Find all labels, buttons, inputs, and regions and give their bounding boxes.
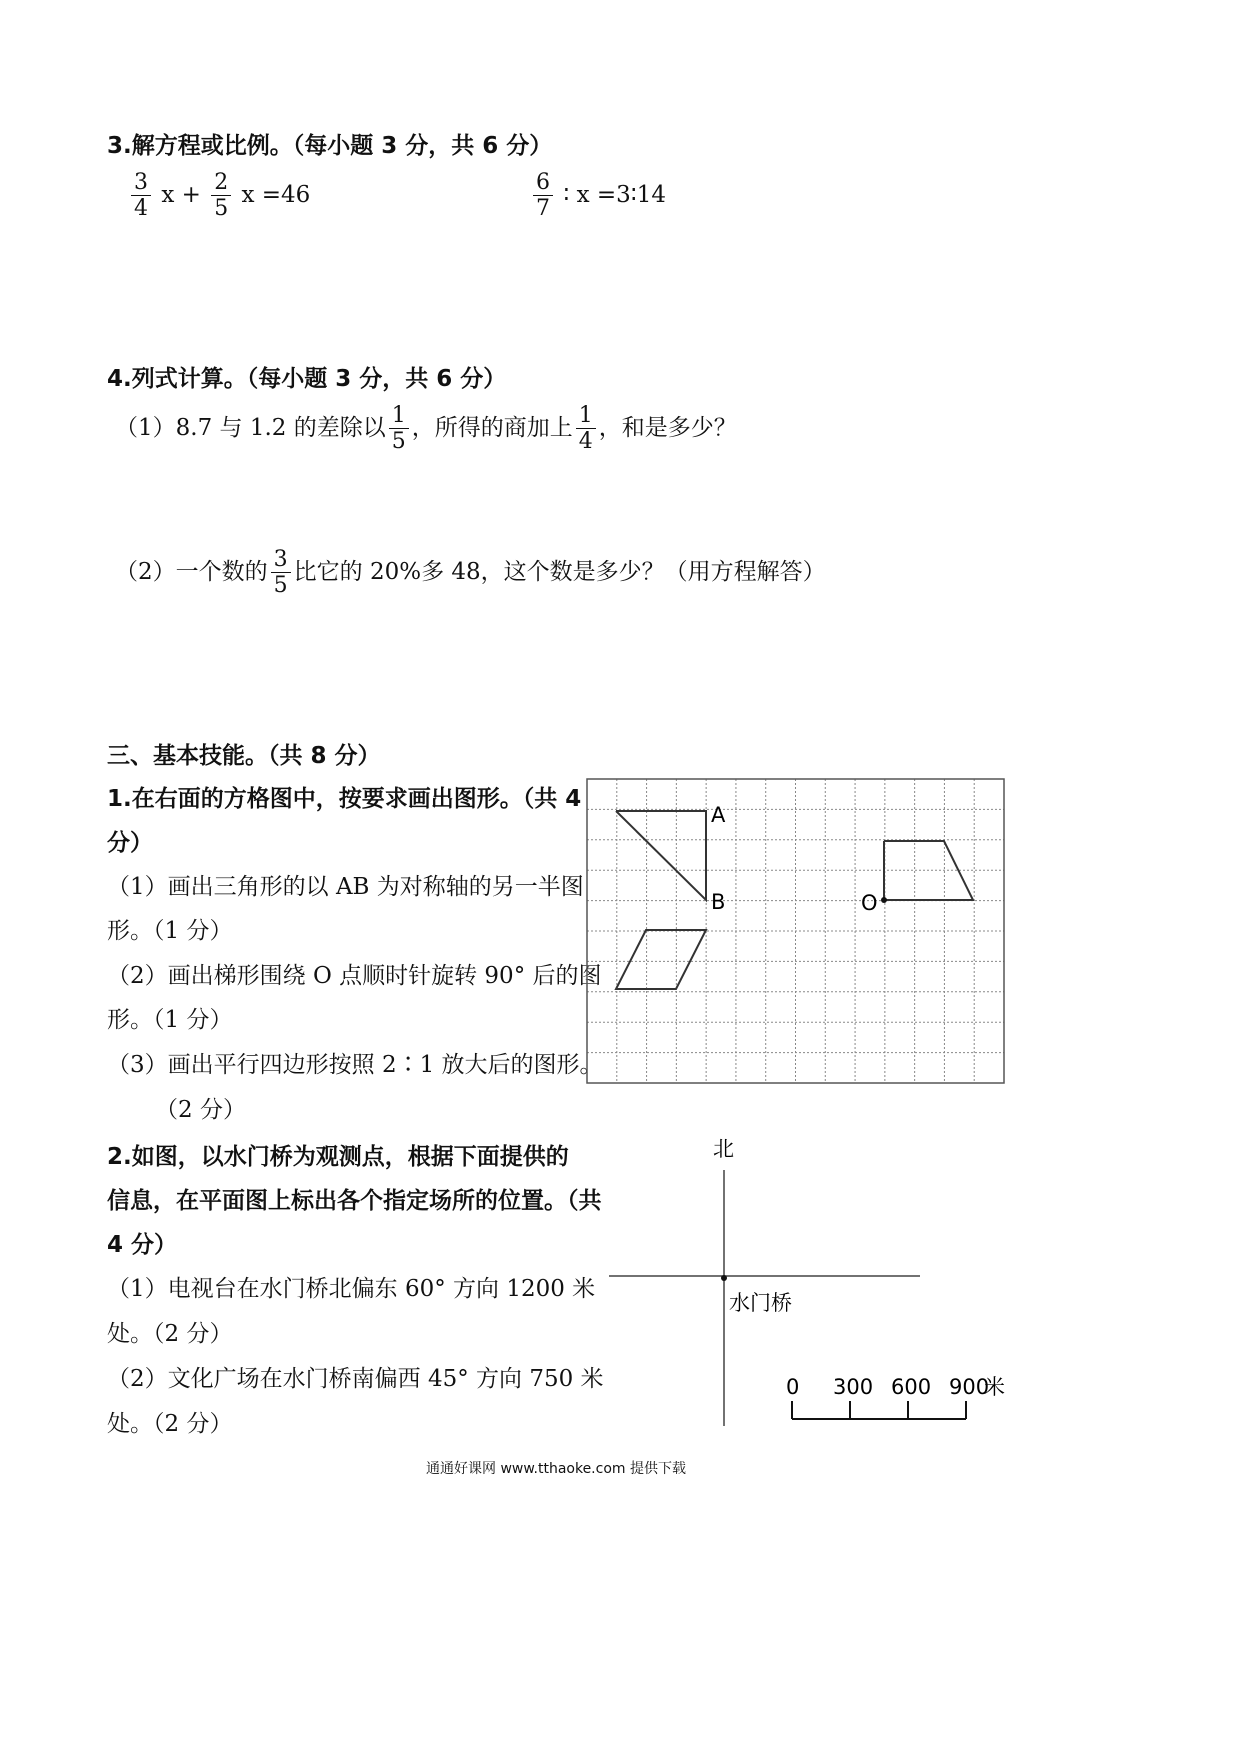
item1-sub2b: 形。（1 分）: [107, 1007, 233, 1033]
q3-equation-1: $\frac{3}{4}$ x + $\frac{2}{5}$ x =46: [128, 170, 310, 222]
item1-sub3b: （2 分）: [155, 1097, 246, 1123]
item2-line2: 信息，在平面图上标出各个指定场所的位置。（共: [107, 1188, 602, 1214]
q3-equation-2: $\frac{6}{7}$ ∶ x =3∶14: [530, 170, 666, 222]
origin-label: 水门桥: [729, 1291, 792, 1315]
label-b: B: [711, 890, 726, 914]
parallelogram: [616, 930, 706, 989]
item2-sub1b: 处。（2 分）: [107, 1321, 233, 1347]
item1-sub2a: （2）画出梯形围绕 O 点顺时针旋转 90° 后的图: [107, 963, 602, 989]
footer: 通通好课网 www.tthaoke.com 提供下载: [426, 1461, 686, 1477]
q4-problem-1: （1）8.7 与 1.2 的差除以 $\frac{1}{5}$ ，所得的商加上 $\frac{1}{4}$ ，和是多少？: [115, 403, 737, 455]
item2-sub2a: （2）文化广场在水门桥南偏西 45° 方向 750 米: [107, 1366, 604, 1392]
scale-0: 0: [786, 1375, 800, 1399]
fraction: $\frac{6}{7}$: [533, 170, 553, 222]
fraction: $\frac{1}{4}$: [576, 403, 596, 455]
grid-figure: [586, 778, 1006, 1086]
origin-point: [721, 1275, 727, 1281]
map-figure: [600, 1130, 1030, 1435]
q4-problem-2: （2）一个数的 $\frac{3}{5}$ 比它的 20%多 48，这个数是多少？（用方程解答）: [115, 547, 826, 599]
item2-sub2b: 处。（2 分）: [107, 1411, 233, 1437]
section3-heading: 三、基本技能。（共 8 分）: [107, 743, 381, 769]
point-o: [881, 897, 887, 903]
fraction: $\frac{1}{5}$: [389, 403, 409, 455]
scale-bar: [792, 1401, 966, 1419]
label-o: O: [861, 891, 878, 915]
item2-sub1a: （1）电视台在水门桥北偏东 60° 方向 1200 米: [107, 1276, 596, 1302]
item1-sub1a: （1）画出三角形的以 AB 为对称轴的另一半图: [107, 874, 584, 900]
scale-unit: 米: [984, 1375, 1005, 1399]
q3-heading: 3.解方程或比例。（每小题 3 分，共 6 分）: [107, 133, 553, 159]
label-a: A: [711, 803, 726, 827]
q4-heading: 4.列式计算。（每小题 3 分，共 6 分）: [107, 366, 507, 392]
scale-900: 900: [949, 1375, 990, 1399]
triangle-half: [616, 811, 706, 900]
item1-sub1b: 形。（1 分）: [107, 918, 233, 944]
fraction: $\frac{3}{4}$: [131, 170, 151, 222]
north-label: 北: [713, 1137, 734, 1161]
scale-600: 600: [891, 1375, 932, 1399]
item1-line1: 1.在右面的方格图中，按要求画出图形。（共 4: [107, 786, 582, 812]
scale-300: 300: [833, 1375, 874, 1399]
fraction: $\frac{3}{5}$: [271, 547, 291, 599]
fraction: $\frac{2}{5}$: [211, 170, 231, 222]
item1-line2: 分）: [107, 830, 153, 856]
item2-line1: 2.如图，以水门桥为观测点，根据下面提供的: [107, 1144, 569, 1170]
item2-line3: 4 分）: [107, 1232, 178, 1258]
item1-sub3a: （3）画出平行四边形按照 2∶1 放大后的图形。: [107, 1052, 603, 1078]
